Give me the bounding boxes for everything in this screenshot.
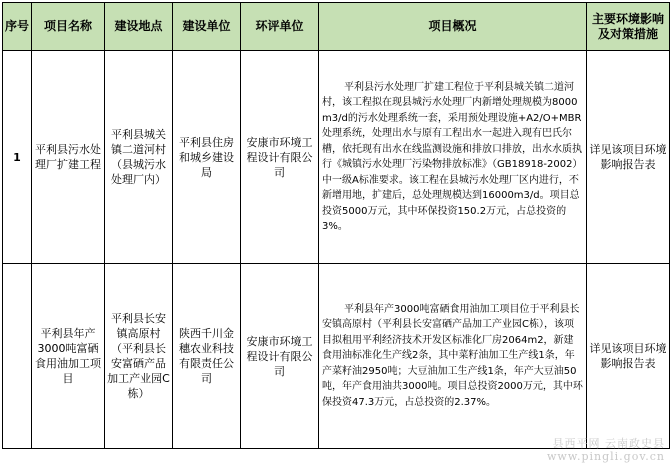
- row-location: 平利县城关镇二道河村（县城污水处理厂内）: [105, 51, 173, 264]
- row-eia-unit: 安康市环境工程设计有限公司: [241, 51, 319, 264]
- table-row: [3, 264, 670, 449]
- watermark-line-2: www.pingli.gov.cn: [547, 450, 665, 463]
- row-eia-unit: 安康市环境工程设计有限公司: [241, 264, 319, 449]
- header-project-name: 项目名称: [32, 3, 105, 51]
- header-index: 序号: [3, 3, 32, 51]
- header-builder: 建设单位: [173, 3, 241, 51]
- header-row: [3, 3, 670, 51]
- row-measures: 详见该项目环境影响报告表: [587, 264, 670, 449]
- row-builder: 平利县住房和城乡建设局: [173, 51, 241, 264]
- row-summary-text: 平利县年产3000吨富硒食用油加工项目位于平利县长安镇高原村（平利县长安富硒产品加工产业园C栋），该项目拟租用平利经济技术开发区标准化厂房2064m2，新建食用油标准化生产线2条，其中菜籽油加工生产线1条，年产菜籽油2950吨；大豆油加工生产线1条，年产大豆油50吨，年产食用油共3000吨。项目总投资2000万元，其中环保投资47.3万元，占总投资的2.37%。: [322, 303, 583, 408]
- row-index: 1: [3, 51, 32, 264]
- header-eia-unit: 环评单位: [241, 3, 319, 51]
- row-project-name: 平利县年产3000吨富硒食用油加工项目: [32, 264, 105, 449]
- row-summary-text: 平利县污水处理厂扩建工程位于平利县城关镇二道河村，该工程拟在现县城污水处理厂内新增处理规模为8000m3/d的污水处理系统一套，采用预处理设施+A2/O+MBR处理系统，处理出水与原有工程出水一起进入现有巴氏尔槽，依托现有出水在线监测设施和排放口排放，出水水质执行《城镇污水处理厂污染物排放标准》（GB18918-2002）中一级A标准要求。该工程在县城污水处理厂区内进行，不新增用地，扩建后，总处理规模达到16000m3/d。项目总投资5000万元，其中环保投资150.2万元，占总投资的3%。: [322, 81, 583, 232]
- row-summary: [319, 264, 587, 449]
- row-summary: [319, 51, 587, 264]
- row-builder: 陕西千川金穗农业科技有限责任公司: [173, 264, 241, 449]
- row-index: [3, 264, 32, 449]
- header-measures: 主要环境影响及对策措施: [587, 3, 670, 51]
- table-row: [3, 51, 670, 264]
- header-location: 建设地点: [105, 3, 173, 51]
- row-measures: 详见该项目环境影响报告表: [587, 51, 670, 264]
- row-project-name: 平利县污水处理厂扩建工程: [32, 51, 105, 264]
- eia-approval-table: [2, 2, 670, 449]
- row-location: 平利县长安镇高原村（平利县长安富硒产品加工产业园C栋）: [105, 264, 173, 449]
- site-watermark: [547, 437, 665, 463]
- header-summary: 项目概况: [319, 3, 587, 51]
- watermark-line-1: 县西平网 云南政史县: [552, 437, 665, 450]
